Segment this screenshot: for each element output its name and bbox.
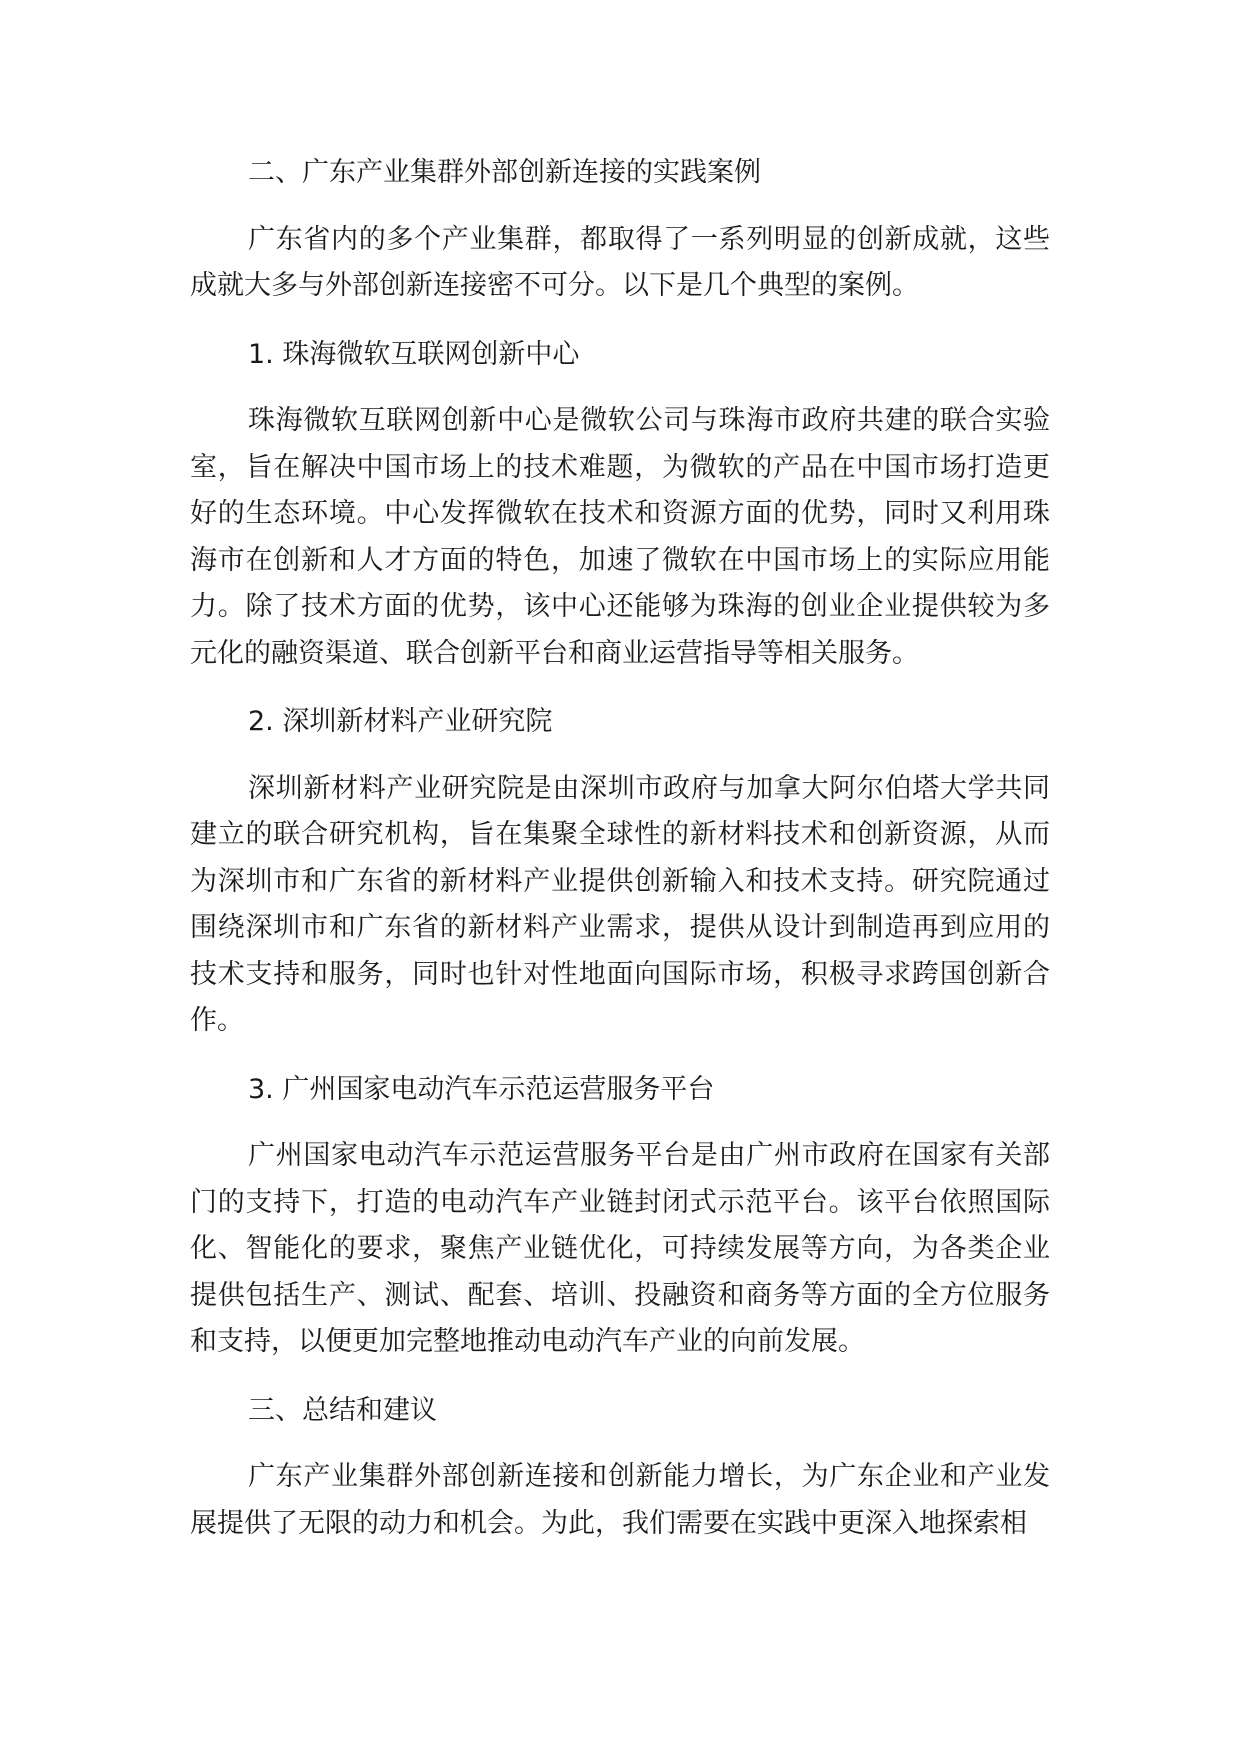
section-heading-practice-cases: 二、广东产业集群外部创新连接的实践案例 xyxy=(248,157,761,188)
case-paragraph-shenzhen: 深圳新材料产业研究院是由深圳市政府与加拿大阿尔伯塔大学共同建立的联合研究机构，旨在集聚全球性的新材料技术和创新资源，从而为深圳市和广东省的新材料产业提供创新输入和技术支持。研究院通过围绕深圳市和广东省的新材料产业需求，提供从设计到制造再到应用的技术支持和服务，同时也针对性地面向国际市场，积极寻求跨国创新合作。 xyxy=(190,772,1050,1036)
case-heading-zhuhai: 1. 珠海微软互联网创新中心 xyxy=(248,338,580,370)
case-paragraph-zhuhai: 珠海微软互联网创新中心是微软公司与珠海市政府共建的联合实验室，旨在解决中国市场上的技术难题，为微软的产品在中国市场打造更好的生态环境。中心发挥微软在技术和资源方面的优势，同时又利用珠海市在创新和人才方面的特色，加速了微软在中国市场上的实际应用能力。除了技术方面的优势，该中心还能够为珠海的创业企业提供较为多元化的融资渠道、联合创新平台和商业运营指导等相关服务。 xyxy=(190,405,1050,669)
case-heading-shenzhen: 2. 深圳新材料产业研究院 xyxy=(248,706,553,737)
intro-paragraph: 广东省内的多个产业集群，都取得了一系列明显的创新成就，这些成就大多与外部创新连接密不可分。以下是几个典型的案例。 xyxy=(190,223,1050,301)
section-heading-summary: 三、总结和建议 xyxy=(248,1394,437,1426)
case-paragraph-guangzhou: 广州国家电动汽车示范运营服务平台是由广州市政府在国家有关部门的支持下，打造的电动汽车产业链封闭式示范平台。该平台依照国际化、智能化的要求，聚焦产业链优化，可持续发展等方向，为各类企业提供包括生产、测试、配套、培训、投融资和商务等方面的全方位服务和支持，以便更加完整地推动电动汽车产业的向前发展。 xyxy=(190,1140,1050,1357)
summary-paragraph: 广东产业集群外部创新连接和创新能力增长，为广东企业和产业发展提供了无限的动力和机会。为此，我们需要在实践中更深入地探索相 xyxy=(190,1461,1050,1539)
case-heading-guangzhou: 3. 广州国家电动汽车示范运营服务平台 xyxy=(248,1073,715,1105)
document-page xyxy=(190,150,1050,1569)
